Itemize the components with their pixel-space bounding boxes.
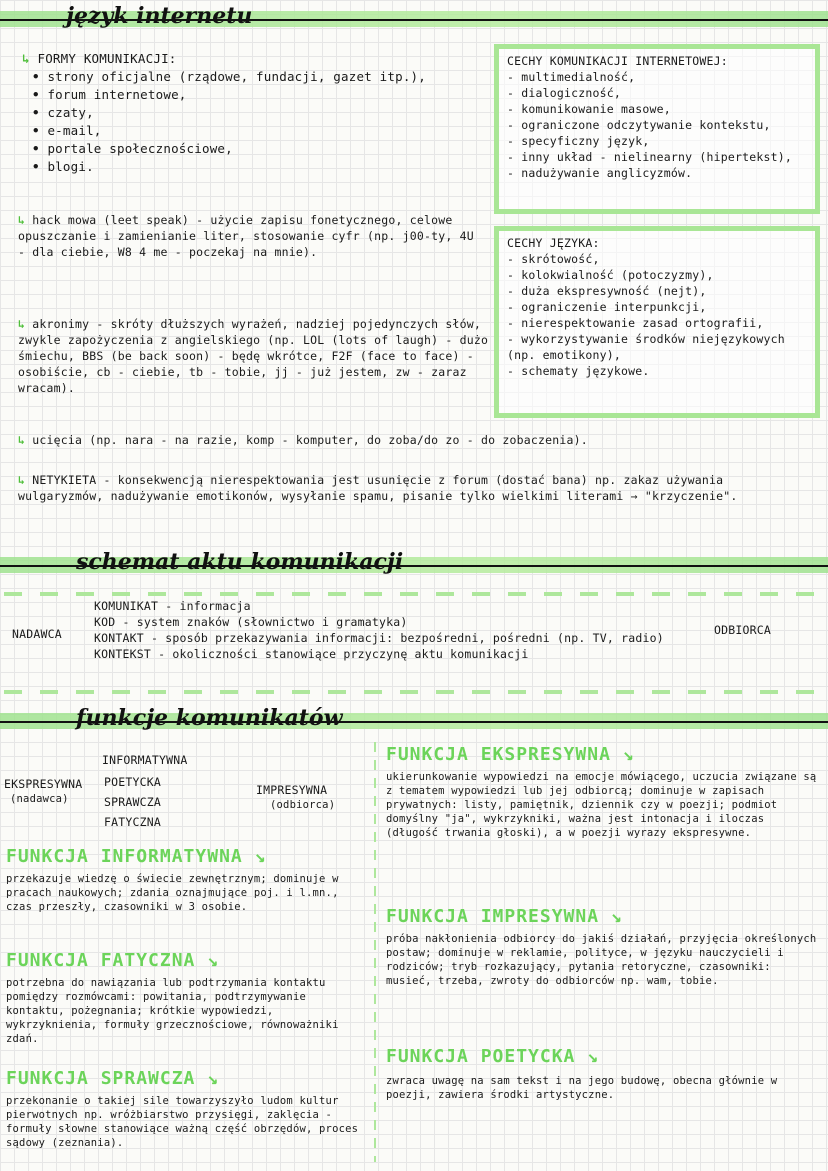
heading-text: FUNKCJA POETYCKA	[386, 1046, 576, 1067]
diagram-fatyczna: FATYCZNA	[104, 815, 161, 829]
hack-mowa-note	[18, 212, 488, 260]
section-title: funkcje komunikatów	[76, 705, 343, 731]
section-header-funkcje	[0, 705, 828, 734]
list-item: - komunikowanie masowe,	[507, 101, 807, 117]
diagram-ekspresywna: EKSPRESYWNA	[4, 777, 83, 791]
nadawca-label: NADAWCA	[12, 627, 62, 641]
list-item: - duża ekspresywność (nejt),	[507, 283, 807, 299]
heading-text: FUNKCJA IMPRESYWNA	[386, 906, 600, 927]
list-item: - skrótowość,	[507, 251, 807, 267]
forms-block	[22, 50, 492, 176]
arrow-down-icon: ↘	[587, 1046, 600, 1067]
heading-text: FUNKCJA INFORMATYWNA	[6, 846, 243, 867]
list-item: • e-mail,	[32, 122, 492, 140]
arrow-down-icon: ↘	[207, 950, 220, 971]
cechy-jezyka-box	[494, 226, 820, 418]
schemat-line: KONTEKST - okoliczności stanowiące przyczynę aktu komunikacji	[94, 647, 529, 661]
funkcja-fatyczna-heading	[6, 950, 219, 971]
funkcja-sprawcza-text: przekonanie o takiej sile towarzyszyło ludom kultur pierwotnych np. wróżbiarstwo przysięgi, zaklęcia - formuły słowne stanowiące ważną część obrzędów, proces sądowy (zeznania).	[6, 1095, 359, 1149]
list-item: • portale społecznościowe,	[32, 140, 492, 158]
diagram-informatywna: INFORMATYWNA	[102, 753, 188, 767]
akronimy-note	[18, 316, 490, 396]
odbiorca-label: ODBIORCA	[714, 623, 771, 637]
schemat-line: KONTAKT - sposób przekazywania informacji: bezpośredni, pośredni (np. TV, radio)	[94, 631, 664, 645]
akronimy-text: akronimy - skróty dłuższych wyrażeń, nadziej pojedynczych słów, zwykle zapożyczenia z angielskiego (np. LOL (lots of laugh) - dużo śmiechu, BBS (be back soon) - będę wkrótce, F2F (face to face) - osobiście, cb - ciebie, tb - tobie, jj - już jestem, zw - zaraz wracam).	[18, 317, 489, 395]
list-item: - dialogiczność,	[507, 85, 807, 101]
arrow-down-icon: ↘	[254, 846, 267, 867]
forms-heading: FORMY KOMUNIKACJI:	[37, 51, 177, 66]
arrow-icon: ↳	[18, 433, 26, 447]
funkcja-sprawcza-heading	[6, 1068, 219, 1089]
funkcja-impresywna-text: próba nakłonienia odbiorcy do jakiś działań, przyjęcia określonych postaw; dominuje w reklamie, polityce, w języku nauczycieli i rodziców; tryb rozkazujący, pytania retoryczne, czasowniki: musieć, trzeba, zwroty do odbiorców np. wam, tobie.	[386, 933, 817, 987]
netykieta-text: NETYKIETA - konsekwencją nierespektowania jest usunięcie z forum (dostać bana) np. zakaz używania wulgaryzmów, nadużywanie emotikonów, wysyłanie spamu, pisanie tylko wielkimi literami → "krzyczenie".	[18, 473, 738, 503]
forms-list	[22, 68, 492, 176]
arrow-icon: ↳	[22, 51, 30, 66]
diagram-impresywna: IMPRESYWNA	[256, 783, 328, 797]
cechy-komunikacji-box	[494, 44, 820, 214]
diagram-nadawca: (nadawca)	[10, 793, 69, 805]
list-item: - ograniczone odczytywanie kontekstu,	[507, 117, 807, 133]
cechy-jezyka-list	[507, 251, 807, 379]
funkcja-informatywna-text: przekazuje wiedzę o świecie zewnętrznym; dominuje w pracach naukowych; zdania oznajmujące poj. i l.mn., czas przeszły, czasowniki w 3 osobie.	[6, 873, 339, 913]
arrow-icon: ↳	[18, 213, 26, 227]
funkcja-informatywna-heading	[6, 846, 266, 867]
list-item: - wykorzystywanie środków niejęzykowych (np. emotikony),	[507, 331, 807, 363]
dashed-divider	[4, 690, 824, 694]
list-item: - specyficzny język,	[507, 133, 807, 149]
arrow-down-icon: ↘	[207, 1068, 220, 1089]
funkcja-ekspresywna-text: ukierunkowanie wypowiedzi na emocje mówiącego, uczucia związane są z tematem wypowiedzi lub jej odbiorcą; dominuje w zapisach prywatnych: listy, pamiętnik, dziennik czy w poezji; podmiot domyślny "ja", wykrzykniki, ważna jest intonacja i iloczas (długość trwania głoski), a w poezji wyrazy ekspresywne.	[386, 771, 817, 839]
schemat-lines	[94, 598, 704, 662]
arrow-down-icon: ↘	[610, 906, 623, 927]
schemat-line: KOMUNIKAT - informacja	[94, 599, 251, 613]
cechy-komunikacji-list	[507, 69, 807, 181]
heading-text: FUNKCJA EKSPRESYWNA	[386, 744, 611, 765]
arrow-down-icon: ↘	[622, 744, 635, 765]
funkcja-poetycka-text: zwraca uwagę na sam tekst i na jego budowę, obecna głównie w poezji, zawiera środki artystyczne.	[386, 1075, 778, 1101]
section-header-schemat	[0, 549, 828, 578]
section-header-jezyk-internetu	[0, 3, 828, 32]
list-item: - schematy językowe.	[507, 363, 807, 379]
uciecia-note	[18, 432, 818, 448]
funkcja-fatyczna-text: potrzebna do nawiązania lub podtrzymania kontaktu pomiędzy rozmówcami: powitania, podtrzymywanie kontaktu, pożegnania; krótkie wypowiedzi, wykrzyknienia, formuły grzecznościowe, równoważniki zdań.	[6, 977, 339, 1045]
netykieta-note	[18, 472, 808, 504]
diagram-poetycka: POETYCKA	[104, 775, 161, 789]
arrow-icon: ↳	[18, 473, 26, 487]
hack-mowa-text: hack mowa (leet speak) - użycie zapisu fonetycznego, celowe opuszczanie i zamienianie liter, stosowanie cyfr (np. j00-ty, 4U - dla ciebie, W8 4 me - poczekaj na mnie).	[18, 213, 474, 259]
list-item: - multimedialność,	[507, 69, 807, 85]
arrow-icon: ↳	[18, 317, 26, 331]
uciecia-text: ucięcia (np. nara - na razie, komp - komputer, do zoba/do zo - do zobaczenia).	[32, 433, 588, 447]
list-item: • blogi.	[32, 158, 492, 176]
list-item: • strony oficjalne (rządowe, fundacji, gazet itp.),	[32, 68, 492, 86]
funkcja-impresywna-heading	[386, 906, 623, 927]
dashed-divider	[4, 592, 824, 596]
section-title: schemat aktu komunikacji	[76, 549, 404, 575]
funkcja-poetycka-heading	[386, 1046, 599, 1067]
schemat-line: KOD - system znaków (słownictwo i gramatyka)	[94, 615, 408, 629]
heading-text: FUNKCJA SPRAWCZA	[6, 1068, 196, 1089]
list-item: • forum internetowe,	[32, 86, 492, 104]
diagram-sprawcza: SPRAWCZA	[104, 795, 161, 809]
diagram-odbiorca: (odbiorca)	[270, 799, 336, 811]
section-title: język internetu	[66, 3, 253, 29]
list-item: - kolokwialność (potoczyzmy),	[507, 267, 807, 283]
list-item: - inny układ - nielinearny (hipertekst),	[507, 149, 807, 165]
cechy-jezyka-heading: CECHY JĘZYKA:	[507, 236, 600, 250]
list-item: • czaty,	[32, 104, 492, 122]
heading-text: FUNKCJA FATYCZNA	[6, 950, 196, 971]
cechy-komunikacji-heading: CECHY KOMUNIKACJI INTERNETOWEJ:	[507, 54, 728, 68]
column-divider	[374, 742, 376, 1162]
list-item: - ograniczenie interpunkcji,	[507, 299, 807, 315]
list-item: - nadużywanie anglicyzmów.	[507, 165, 807, 181]
funkcja-ekspresywna-heading	[386, 744, 635, 765]
list-item: - nierespektowanie zasad ortografii,	[507, 315, 807, 331]
